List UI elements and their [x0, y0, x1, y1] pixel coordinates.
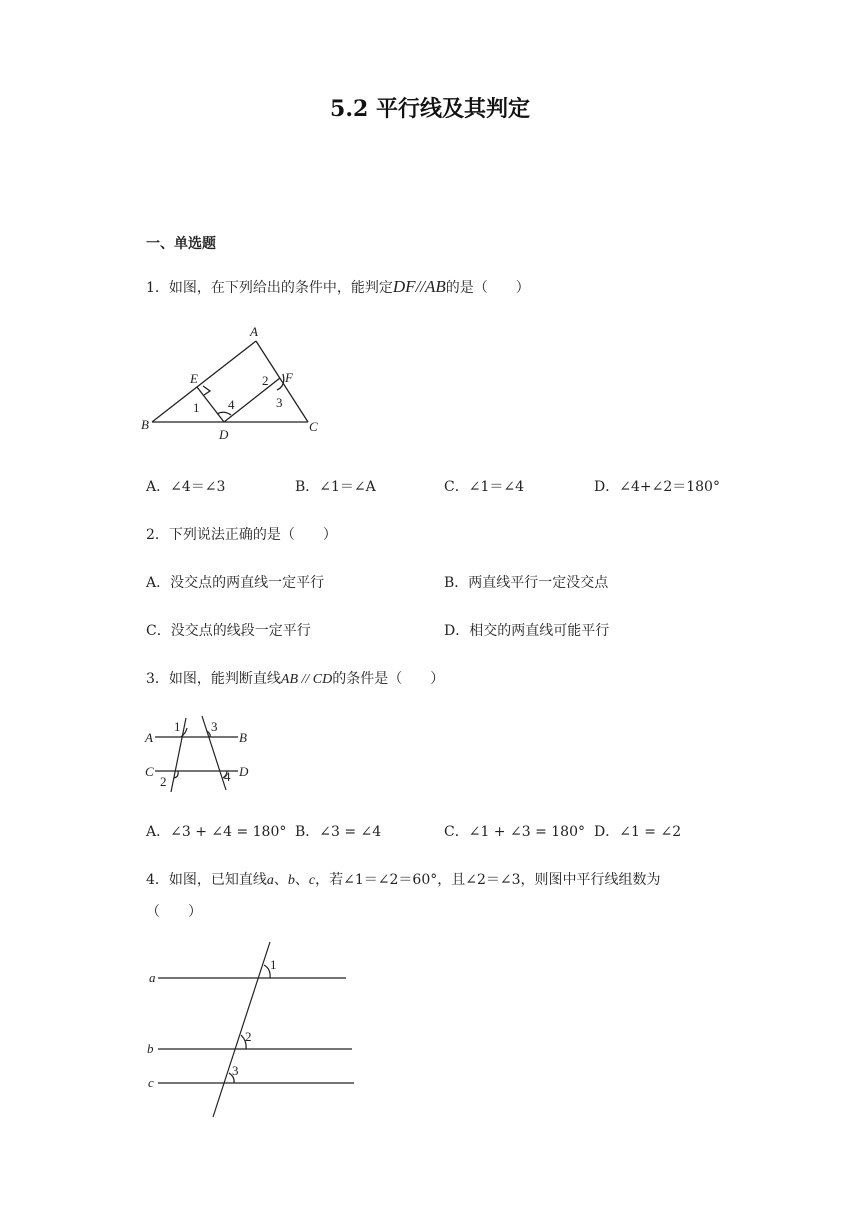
- q3-angle-2: 2: [160, 774, 167, 789]
- q3-angle-3: 3: [211, 719, 218, 734]
- section-heading: 一、单选题: [146, 236, 216, 252]
- q1-stem-math: DF//AB: [392, 277, 446, 296]
- q4-stem-c: c: [308, 873, 316, 888]
- q4-figure: [140, 938, 370, 1124]
- question-1-stem: [146, 277, 530, 297]
- q3-label-B: B: [239, 730, 247, 745]
- question-4-stem: [146, 869, 661, 889]
- q3-angle-4: 4: [224, 769, 231, 784]
- q3-label-D: D: [239, 764, 249, 779]
- q1-stem-post: 的是（ ）: [445, 280, 530, 296]
- q1-option-a[interactable]: A．∠4＝∠3: [146, 479, 226, 495]
- q3-label-A: A: [145, 730, 153, 745]
- q2-option-a[interactable]: A．没交点的两直线一定平行: [146, 575, 325, 591]
- q1-label-E: E: [190, 371, 198, 386]
- q1-label-B: B: [141, 417, 149, 432]
- q3-stem-math: AB // CD: [280, 672, 333, 687]
- q2-option-d[interactable]: D．相交的两直线可能平行: [444, 623, 610, 639]
- q1-label-C: C: [309, 419, 318, 434]
- q4-angle-2: 2: [245, 1029, 252, 1044]
- q4-label-c: c: [148, 1075, 154, 1090]
- q1-angle-1: 1: [193, 400, 200, 415]
- q3-stem-pre: 3．如图，能判断直线: [146, 671, 281, 687]
- q1-option-d[interactable]: D．∠4+∠2＝180°: [594, 479, 720, 495]
- q1-stem-pre: 1．如图，在下列给出的条件中，能判定: [146, 280, 393, 296]
- q4-label-b: b: [147, 1041, 154, 1056]
- q3-option-b[interactable]: B．∠3 = ∠4: [295, 824, 382, 840]
- q1-option-c[interactable]: C．∠1＝∠4: [444, 479, 524, 495]
- q2-option-c[interactable]: C．没交点的线段一定平行: [146, 623, 311, 639]
- question-2-stem: 2．下列说法正确的是（ ）: [146, 527, 337, 543]
- q3-option-d[interactable]: D．∠1 = ∠2: [594, 824, 682, 840]
- q4-stem-sep2: 、: [294, 872, 309, 888]
- q3-option-c[interactable]: C．∠1 + ∠3 = 180°: [444, 824, 585, 840]
- q3-label-C: C: [145, 764, 154, 779]
- question-4-stem-line2: （ ）: [146, 904, 202, 920]
- q4-stem-post: ，若∠1＝∠2＝60°，且∠2＝∠3，则图中平行线组数为: [315, 872, 661, 888]
- q2-option-b[interactable]: B．两直线平行一定没交点: [444, 575, 609, 591]
- q4-angle-1: 1: [270, 957, 277, 972]
- q3-stem-post: 的条件是（ ）: [332, 671, 445, 687]
- q4-angle-3: 3: [232, 1063, 239, 1078]
- question-3-stem: [146, 668, 444, 688]
- q1-angle-3: 3: [276, 395, 283, 410]
- q3-option-a[interactable]: A．∠3 + ∠4 = 180°: [146, 824, 287, 840]
- q3-angle-1: 1: [174, 719, 181, 734]
- q4-stem-b: b: [287, 873, 295, 888]
- q4-stem-pre: 4．如图，已知直线: [146, 872, 267, 888]
- q1-figure: [138, 318, 338, 443]
- q4-label-a: a: [149, 970, 156, 985]
- q1-angle-4: 4: [228, 397, 235, 412]
- q1-label-A: A: [250, 324, 258, 339]
- q1-label-D: D: [219, 427, 229, 442]
- q3-figure: [140, 712, 260, 796]
- page-title: 5.2 平行线及其判定: [330, 96, 530, 122]
- q1-label-F: F: [285, 370, 293, 385]
- q1-option-b[interactable]: B．∠1＝∠A: [295, 479, 376, 495]
- q4-stem-a: a: [266, 873, 274, 888]
- q4-stem-sep1: 、: [273, 872, 288, 888]
- q1-angle-2: 2: [262, 373, 269, 388]
